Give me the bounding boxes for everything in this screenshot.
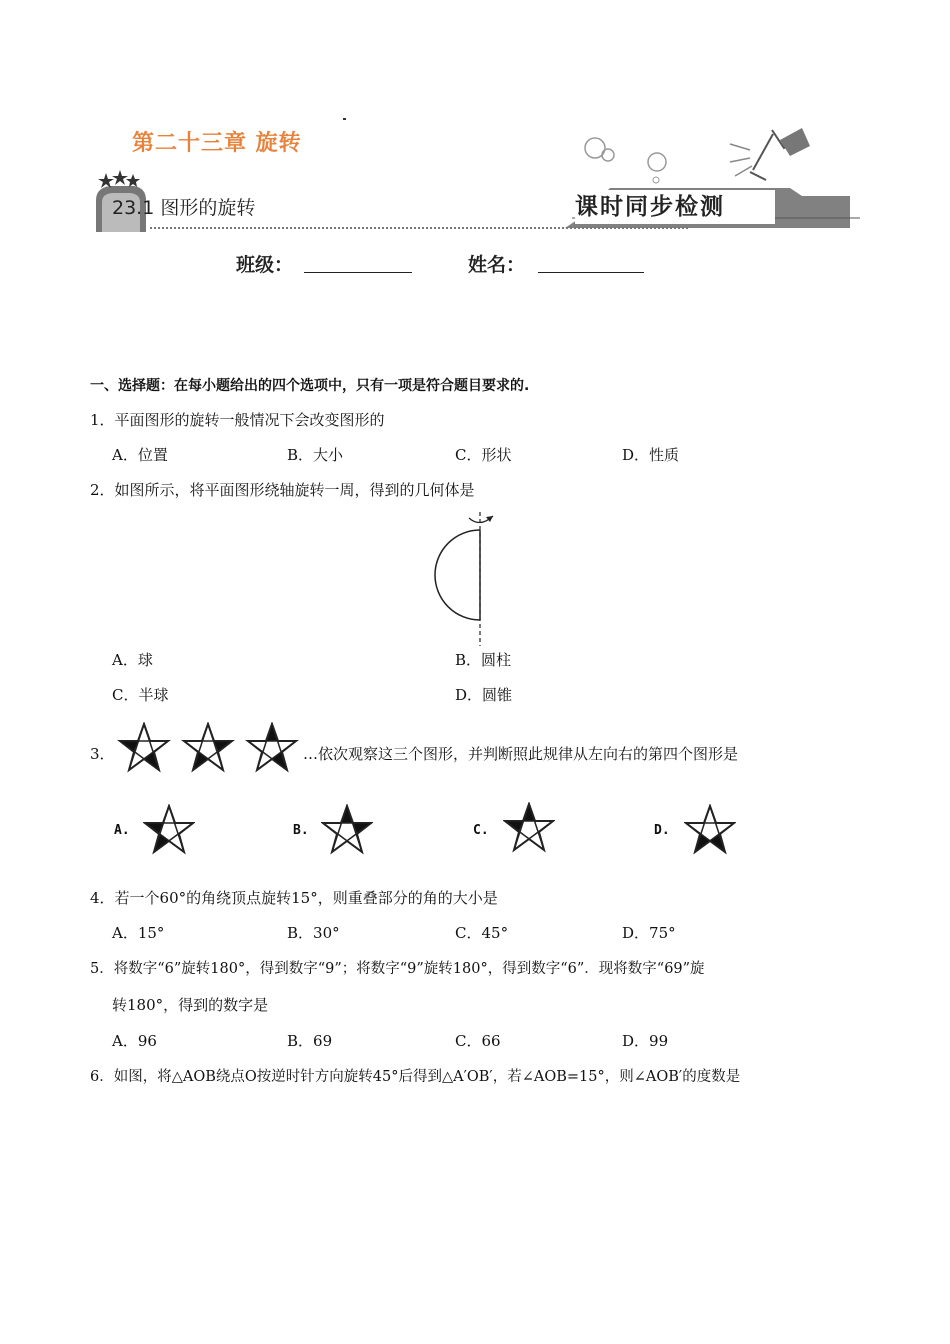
question-4-stem: 4．若一个60°的角绕顶点旋转15°，则重叠部分的角的大小是 — [90, 889, 498, 907]
question-3-option-d-label[interactable]: D. — [654, 823, 670, 838]
star-sequence-figure — [112, 722, 307, 774]
question-5-option-a[interactable]: A．96 — [112, 1032, 157, 1050]
question-5-option-c[interactable]: C．66 — [455, 1032, 501, 1050]
chapter-title: 第二十三章 旋转 — [132, 131, 302, 156]
question-3-option-a-label[interactable]: A. — [114, 823, 130, 838]
question-1-stem: 1．平面图形的旋转一般情况下会改变图形的 — [90, 411, 385, 429]
question-5-stem-line1: 5．将数字“6”旋转180°，得到数字“9”；将数字“9”旋转180°，得到数字“6”．现将数字“69”旋 — [90, 961, 705, 977]
question-3-option-a-star[interactable] — [143, 804, 195, 856]
question-5-stem-line2: 转180°，得到的数字是 — [112, 996, 269, 1014]
class-field[interactable] — [304, 250, 412, 273]
question-3-option-b-star[interactable] — [321, 804, 373, 856]
section-title: 23.1 图形的旋转 — [112, 197, 256, 219]
section-heading: 一、选择题：在每小题给出的四个选项中，只有一项是符合题目要求的. — [90, 378, 530, 394]
question-3-number: 3． — [90, 745, 115, 763]
question-1-option-b[interactable]: B．大小 — [287, 446, 344, 464]
question-2-option-c[interactable]: C．半球 — [112, 686, 169, 704]
question-2-option-a[interactable]: A．球 — [112, 651, 153, 669]
question-6-stem: 6．如图，将△AOB绕点O按逆时针方向旋转45°后得到△A′OB′，若∠AOB=15°，则∠AOB′的度数是 — [90, 1069, 741, 1085]
question-4-option-b[interactable]: B．30° — [287, 924, 340, 942]
banner-title: 课时同步检测 — [575, 193, 725, 220]
question-1-option-c[interactable]: C．形状 — [455, 446, 512, 464]
question-1-option-d[interactable]: D．性质 — [622, 446, 680, 464]
class-label: 班级： — [236, 254, 294, 276]
semicircle-axis-figure — [425, 508, 505, 648]
question-4-option-d[interactable]: D．75° — [622, 924, 676, 942]
question-3-option-c-label[interactable]: C. — [473, 823, 489, 838]
question-3-option-b-label[interactable]: B. — [293, 823, 309, 838]
name-field[interactable] — [538, 250, 644, 273]
question-2-stem: 2．如图所示，将平面图形绕轴旋转一周，得到的几何体是 — [90, 481, 475, 499]
question-3-option-c-star[interactable] — [503, 802, 555, 854]
question-5-option-d[interactable]: D．99 — [622, 1032, 669, 1050]
question-3-stem: …依次观察这三个图形，并判断照此规律从左向右的第四个图形是 — [303, 745, 739, 763]
question-4-option-a[interactable]: A．15° — [112, 924, 165, 942]
question-4-option-c[interactable]: C．45° — [455, 924, 509, 942]
question-5-option-b[interactable]: B．69 — [287, 1032, 333, 1050]
name-label: 姓名： — [468, 254, 526, 276]
question-2-option-d[interactable]: D．圆锥 — [455, 686, 513, 704]
question-1-option-a[interactable]: A．位置 — [112, 446, 168, 464]
question-3-option-d-star[interactable] — [684, 804, 736, 856]
question-2-option-b[interactable]: B．圆柱 — [455, 651, 512, 669]
